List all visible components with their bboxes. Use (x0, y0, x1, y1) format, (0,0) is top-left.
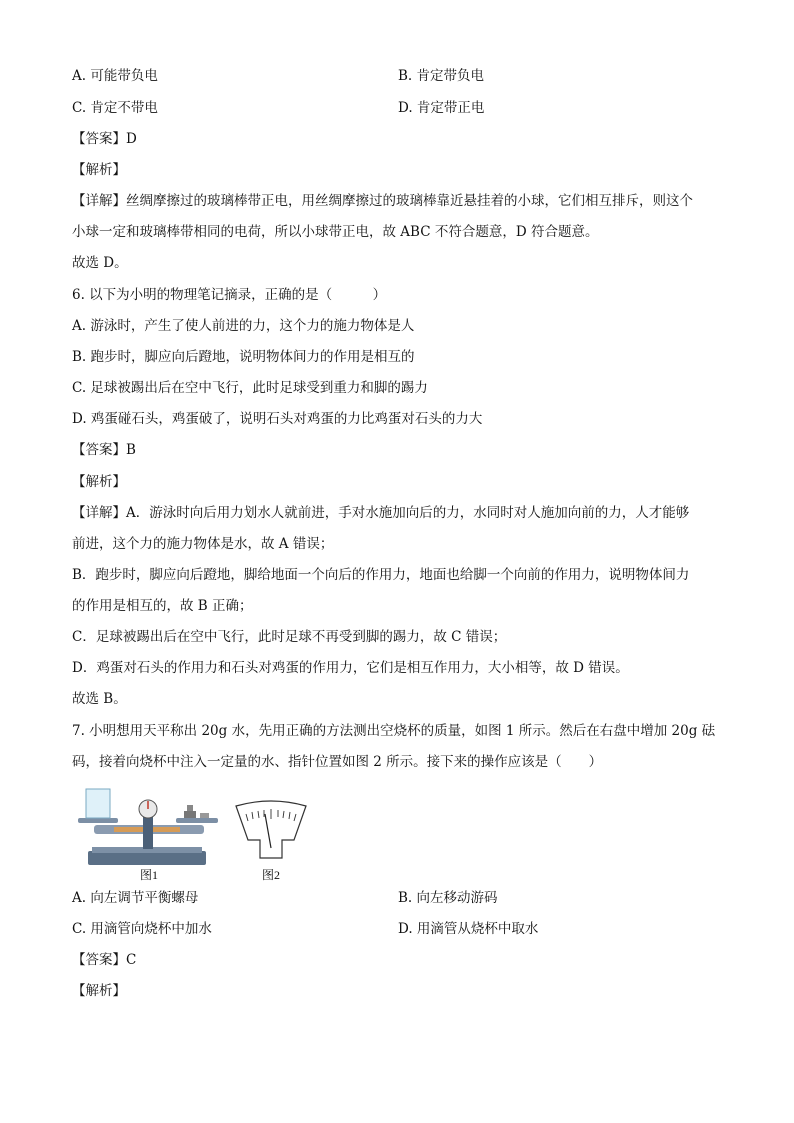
q6-detail-line-1: 【详解】A．游泳时向后用力划水人就前进，手对水施加向后的力，水同时对人施加向前的力，人才能够 (72, 505, 690, 521)
q6-detail-line-3: B．跑步时，脚应向后蹬地，脚给地面一个向后的作用力，地面也给脚一个向前的作用力，说明物体间力 (72, 567, 690, 583)
q7-stem-line-1: 7. 小明想用天平称出 20g 水，先用正确的方法测出空烧杯的质量，如图 1 所示。然后在右盘中增加 20g 砝 (72, 723, 716, 739)
q7-option-a: A. 向左调节平衡螺母 (72, 890, 199, 906)
q6-option-b: B. 跑步时，脚应向后蹬地，说明物体间力的作用是相互的 (72, 349, 415, 365)
q6-detail-line-6: D．鸡蛋对石头的作用力和石头对鸡蛋的作用力，它们是相互作用力，大小相等，故 D 错误。 (72, 660, 629, 676)
q6-option-a: A. 游泳时，产生了使人前进的力，这个力的施力物体是人 (72, 318, 415, 334)
right-pan (176, 818, 218, 823)
balance-scale-figure (72, 785, 222, 870)
q5-answer: 【答案】D (72, 131, 137, 147)
figure-2-caption: 图2 (262, 868, 281, 882)
q6-stem: 6. 以下为小明的物理笔记摘录，正确的是（ ） (72, 287, 387, 303)
weight-small (187, 805, 193, 811)
figure-1-caption: 图1 (140, 868, 159, 882)
q7-option-b: B. 向左移动游码 (398, 890, 498, 906)
q6-answer: 【答案】B (72, 442, 136, 458)
q6-detail-line-2: 前进，这个力的施力物体是水，故 A 错误； (72, 536, 334, 552)
q5-option-d: D. 肯定带正电 (398, 100, 485, 116)
beaker (86, 789, 110, 818)
q5-conclusion: 故选 D。 (72, 255, 128, 271)
pointer-scale-figure (232, 800, 310, 860)
q5-detail-line-1: 【详解】丝绸摩擦过的玻璃棒带正电，用丝绸摩擦过的玻璃棒靠近悬挂着的小球，它们相互排斥，则这个 (72, 193, 693, 209)
q5-option-c: C. 肯定不带电 (72, 100, 158, 116)
q6-detail-line-5: C．足球被踢出后在空中飞行，此时足球不再受到脚的踢力，故 C 错误； (72, 629, 507, 645)
q6-conclusion: 故选 B。 (72, 691, 127, 707)
q7-option-d: D. 用滴管从烧杯中取水 (398, 921, 539, 937)
q7-option-c: C. 用滴管向烧杯中加水 (72, 921, 212, 937)
q7-analysis-heading: 【解析】 (72, 983, 126, 999)
q6-option-d: D. 鸡蛋碰石头，鸡蛋破了，说明石头对鸡蛋的力比鸡蛋对石头的力大 (72, 411, 483, 427)
q5-analysis-heading: 【解析】 (72, 162, 126, 178)
weight-large (184, 811, 196, 818)
q5-option-a: A. 可能带负电 (72, 68, 158, 84)
weight-side (200, 813, 209, 818)
q5-detail-line-2: 小球一定和玻璃棒带相同的电荷，所以小球带正电，故 ABC 不符合题意，D 符合题意。 (72, 224, 599, 240)
q7-answer: 【答案】C (72, 952, 137, 968)
left-pan (78, 818, 118, 823)
q6-option-c: C. 足球被踢出后在空中飞行，此时足球受到重力和脚的踢力 (72, 380, 428, 396)
q6-analysis-heading: 【解析】 (72, 474, 126, 490)
q5-option-b: B. 肯定带负电 (398, 68, 485, 84)
q7-stem-line-2: 码，接着向烧杯中注入一定量的水、指针位置如图 2 所示。接下来的操作应该是（ ） (72, 754, 603, 770)
q6-detail-line-4: 的作用是相互的，故 B 正确； (72, 598, 253, 614)
scale-base (88, 851, 206, 865)
